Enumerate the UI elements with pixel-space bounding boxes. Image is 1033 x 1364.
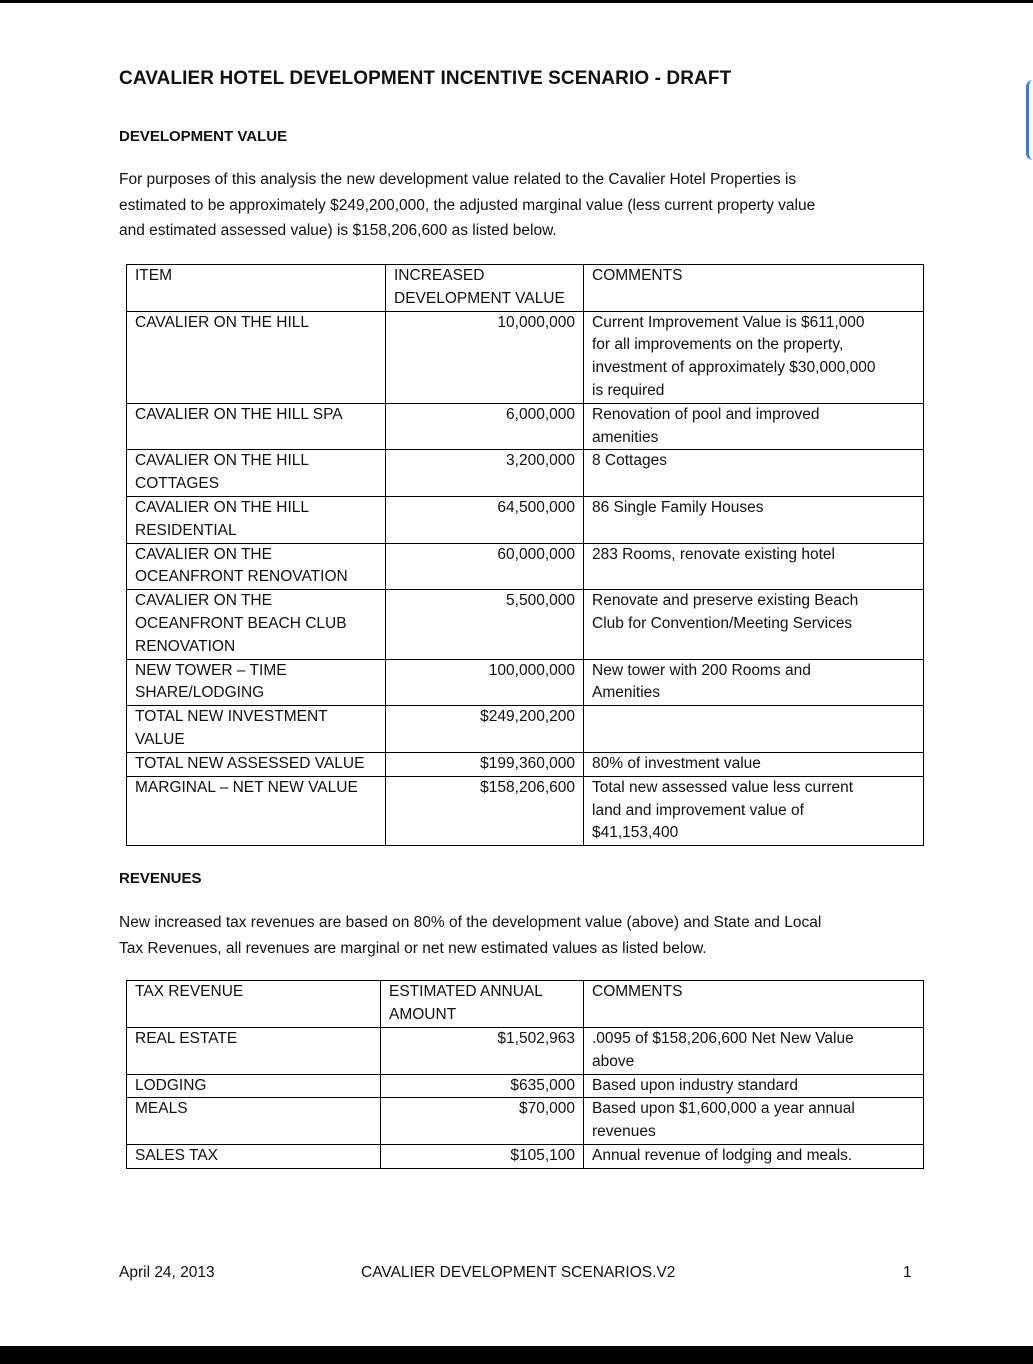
page-title: CAVALIER HOTEL DEVELOPMENT INCENTIVE SCENARIO - DRAFT (119, 68, 732, 89)
table-row (127, 590, 924, 659)
cell-line: SHARE/LODGING (135, 684, 265, 702)
value-cell: $249,200,200 (386, 706, 584, 753)
cell-line: 86 Single Family Houses (592, 498, 764, 516)
cell-line: Total new assessed value less current (592, 778, 854, 796)
table-row (127, 706, 924, 753)
comment-cell (584, 776, 924, 845)
value-cell: $199,360,000 (386, 752, 584, 776)
development-paragraph (119, 167, 909, 244)
cell-line: TOTAL NEW INVESTMENT (135, 708, 328, 726)
comment-cell (584, 403, 924, 450)
comment-cell (584, 1028, 924, 1075)
cell-line: CAVALIER ON THE HILL (135, 498, 309, 516)
cell-line: CAVALIER ON THE (135, 592, 272, 610)
cell-line: ESTIMATED ANNUAL (389, 983, 543, 1000)
comment-cell (584, 1074, 924, 1098)
value-cell: $105,100 (381, 1144, 584, 1168)
table-row (127, 496, 924, 543)
footer-date: April 24, 2013 (119, 1264, 215, 1281)
cell-line: Club for Convention/Meeting Services (592, 614, 853, 632)
development-value-heading: DEVELOPMENT VALUE (119, 128, 288, 145)
item-cell (127, 659, 386, 706)
cell-line: is required (592, 381, 665, 399)
cell-line: amenities (592, 428, 659, 446)
cell-line: CAVALIER ON THE HILL (135, 313, 309, 331)
value-cell: $158,206,600 (386, 776, 584, 845)
table-row (127, 1098, 924, 1145)
paragraph-line: and estimated assessed value) is $158,206,600 as listed below. (119, 222, 557, 239)
column-header (386, 265, 584, 312)
cell-line: CAVALIER ON THE HILL (135, 452, 309, 470)
table-row (127, 752, 924, 776)
item-cell (127, 311, 386, 403)
comment-cell (584, 311, 924, 403)
table-row (127, 1074, 924, 1098)
cell-line: $41,153,400 (592, 824, 679, 842)
comment-cell (584, 543, 924, 590)
column-header: ITEM (127, 265, 386, 312)
item-cell (127, 496, 386, 543)
item-cell (127, 403, 386, 450)
paragraph-line: Tax Revenues, all revenues are marginal or net new estimated values as listed below. (119, 939, 707, 957)
value-cell: $70,000 (381, 1098, 584, 1145)
value-cell: 10,000,000 (386, 311, 584, 403)
comment-cell (584, 496, 924, 543)
cell-line: SALES TAX (135, 1146, 218, 1164)
table-row (127, 543, 924, 590)
column-header: TAX REVENUE (127, 981, 381, 1028)
table-row (127, 659, 924, 706)
cell-line: CAVALIER ON THE (135, 545, 272, 563)
comment-cell (584, 659, 924, 706)
cell-line: OCEANFRONT BEACH CLUB (135, 614, 347, 632)
cell-line: LODGING (135, 1076, 207, 1094)
table-header-row (127, 265, 924, 312)
item-cell (127, 706, 386, 753)
cell-line: CAVALIER ON THE HILL SPA (135, 405, 343, 423)
cell-line: NEW TOWER – TIME (135, 661, 287, 679)
item-cell (127, 543, 386, 590)
cell-line: MEALS (135, 1100, 188, 1118)
cell-line: 8 Cottages (592, 452, 667, 470)
paragraph-line: New increased tax revenues are based on 80% of the development value (above) and State and Local (119, 914, 822, 931)
value-cell: 6,000,000 (386, 403, 584, 450)
cell-line: TOTAL NEW ASSESSED VALUE (135, 754, 365, 772)
value-cell: 3,200,000 (386, 450, 584, 497)
cell-line: for all improvements on the property, (592, 336, 844, 354)
paragraph-line: estimated to be approximately $249,200,000, the adjusted marginal value (less current property value (119, 196, 816, 214)
revenues-heading: REVENUES (119, 870, 202, 887)
table-row (127, 1028, 924, 1075)
bottom-border (0, 1346, 1033, 1364)
cell-line: land and improvement value of (592, 801, 804, 819)
top-border (0, 0, 1033, 3)
value-cell: $635,000 (381, 1074, 584, 1098)
development-value-table (126, 264, 924, 846)
cell-line: MARGINAL – NET NEW VALUE (135, 778, 358, 796)
footer-page-number: 1 (903, 1264, 912, 1281)
cell-line: New tower with 200 Rooms and (592, 661, 811, 679)
comment-cell (584, 1098, 924, 1145)
table-row (127, 776, 924, 845)
cell-line: INCREASED (394, 267, 485, 284)
item-cell (127, 776, 386, 845)
value-cell: 64,500,000 (386, 496, 584, 543)
column-header: COMMENTS (584, 981, 924, 1028)
value-cell: $1,502,963 (381, 1028, 584, 1075)
item-cell (127, 590, 386, 659)
cell-line: REAL ESTATE (135, 1030, 238, 1047)
cell-line: Renovate and preserve existing Beach (592, 592, 859, 610)
cell-line: revenues (592, 1123, 656, 1141)
cell-line: investment of approximately $30,000,000 (592, 359, 876, 377)
comment-cell (584, 590, 924, 659)
table-header-row (127, 981, 924, 1028)
paragraph-line: For purposes of this analysis the new development value related to the Cavalier Hotel Properties is (119, 171, 797, 188)
page-edge-marker (1026, 80, 1033, 160)
footer-filename: CAVALIER DEVELOPMENT SCENARIOS.V2 (361, 1264, 676, 1281)
cell-line: COTTAGES (135, 475, 220, 493)
item-cell (127, 450, 386, 497)
revenues-paragraph (119, 910, 909, 961)
comment-cell (584, 706, 924, 753)
cell-line: RESIDENTIAL (135, 521, 237, 539)
table-row (127, 403, 924, 450)
tax-revenue-table (126, 980, 924, 1169)
item-cell (127, 752, 386, 776)
cell-line: DEVELOPMENT VALUE (394, 289, 565, 307)
comment-cell (584, 1144, 924, 1168)
cell-line: AMOUNT (389, 1005, 457, 1023)
value-cell: 100,000,000 (386, 659, 584, 706)
cell-line: OCEANFRONT RENOVATION (135, 568, 348, 586)
item-cell (127, 1028, 381, 1075)
value-cell: 60,000,000 (386, 543, 584, 590)
item-cell (127, 1098, 381, 1145)
cell-line: above (592, 1052, 635, 1070)
cell-line: .0095 of $158,206,600 Net New Value (592, 1030, 854, 1047)
item-cell (127, 1074, 381, 1098)
value-cell: 5,500,000 (386, 590, 584, 659)
comment-cell (584, 752, 924, 776)
cell-line: Renovation of pool and improved (592, 405, 820, 423)
table-row (127, 1144, 924, 1168)
cell-line: Amenities (592, 684, 661, 702)
cell-line: VALUE (135, 730, 185, 748)
table-row (127, 450, 924, 497)
cell-line: RENOVATION (135, 637, 236, 655)
column-header: COMMENTS (584, 265, 924, 312)
cell-line: Current Improvement Value is $611,000 (592, 313, 865, 331)
cell-line: 80% of investment value (592, 754, 761, 772)
cell-line: Based upon industry standard (592, 1076, 798, 1094)
item-cell (127, 1144, 381, 1168)
comment-cell (584, 450, 924, 497)
column-header (381, 981, 584, 1028)
cell-line: Based upon $1,600,000 a year annual (592, 1100, 855, 1118)
cell-line: 283 Rooms, renovate existing hotel (592, 545, 835, 563)
cell-line: Annual revenue of lodging and meals. (592, 1146, 853, 1164)
table-row (127, 311, 924, 403)
